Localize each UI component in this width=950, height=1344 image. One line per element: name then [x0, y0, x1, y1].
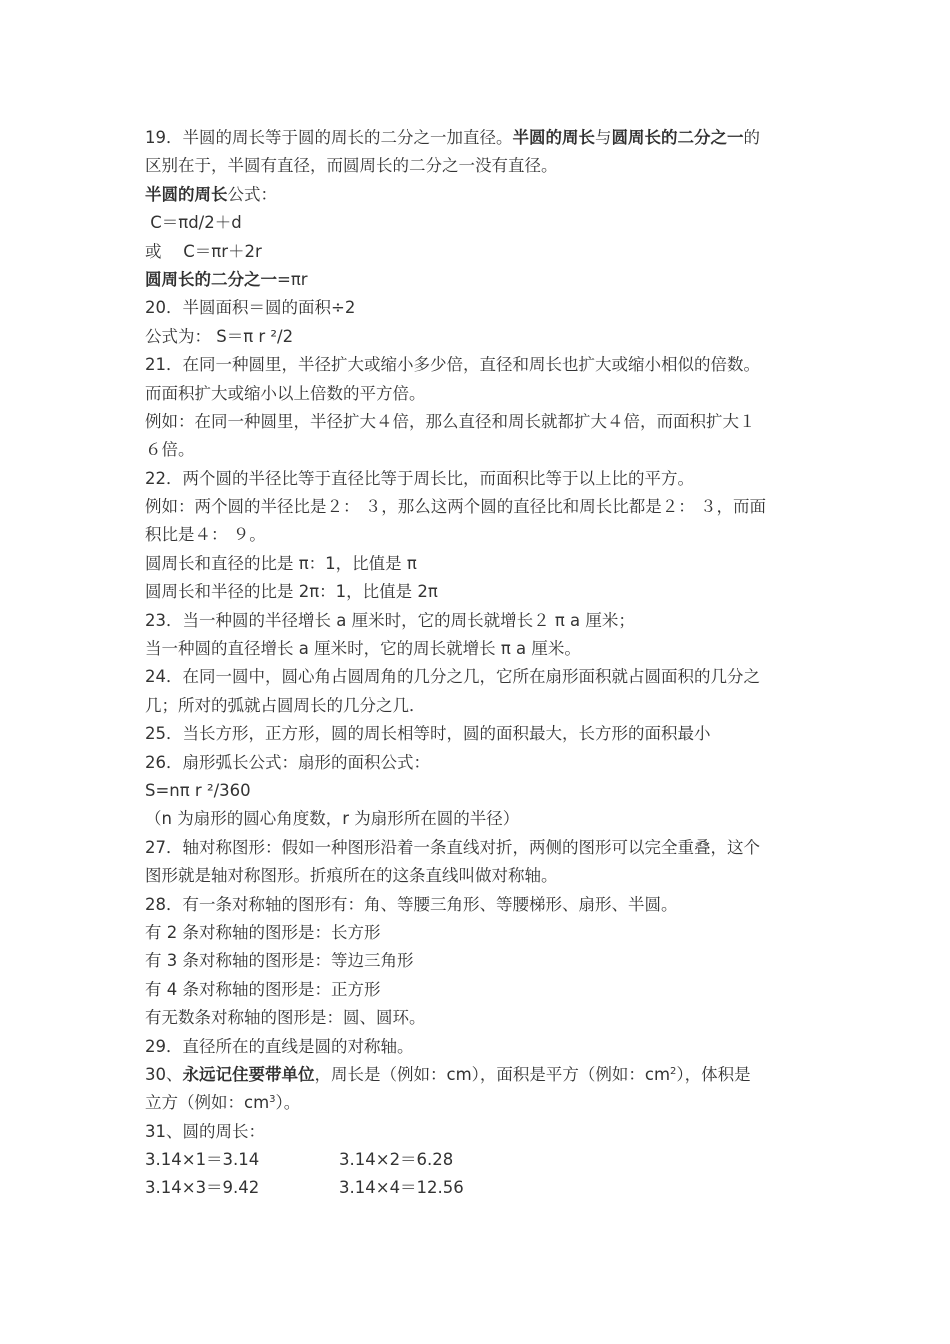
formula-line-19d: C＝πd/2＋d: [145, 213, 242, 233]
document-content: [145, 124, 815, 1203]
formula-line-26b: S=nπ r ²/360: [145, 780, 251, 800]
formula-line-20b: 公式为： S＝π r ²/2: [145, 326, 294, 346]
text-line-24b: 几；所对的弧就占圆周长的几分之几．: [145, 695, 426, 715]
bold-text: 圆周长的二分之一: [611, 128, 744, 147]
text-span: ），体积是: [676, 1064, 751, 1084]
text-span: ）。: [275, 1093, 301, 1113]
text-line-21b: 而面积扩大或缩小以上倍数的平方倍。: [145, 383, 426, 403]
text-line-21a: 21．在同一种圆里，半径扩大或缩小多少倍，直径和周长也扩大或缩小相似的倍数。: [145, 355, 760, 375]
bold-text: 半圆的周长: [145, 184, 228, 204]
text-span: ，周长是（例如：cm），面积是平方（例如：cm: [314, 1064, 671, 1084]
text-line-22b: 例如：两个圆的半径比是２： ３，那么这两个圆的直径比和周长比都是２： ３，而面: [145, 497, 766, 517]
text-line-28d: 有 4 条对称轴的图形是：正方形: [145, 979, 381, 999]
text-span: 30、: [145, 1064, 183, 1084]
text-line-19f: [145, 266, 815, 294]
calc-row-2: [145, 1174, 815, 1202]
text-line-19c: [145, 181, 815, 209]
bold-text: 半圆的周长: [512, 128, 595, 147]
text-span: 19．半圆的周长等于圆的周长的二分之一加直径。: [145, 128, 513, 147]
text-line-21d: ６倍。: [145, 440, 195, 460]
text-line-20a: 20．半圆面积＝圆的面积÷2: [145, 298, 356, 318]
text-line-24a: 24．在同一圆中，圆心角占圆周角的几分之几，它所在扇形面积就占圆面积的几分之: [145, 667, 760, 687]
text-line-31: 31、圆的周长：: [145, 1121, 265, 1141]
calc-cell: 3.14×4＝12.56: [339, 1178, 464, 1198]
text-span: 立方（例如：cm: [145, 1093, 270, 1113]
text-line-29: 29．直径所在的直线是圆的对称轴。: [145, 1036, 414, 1056]
text-span: =πr: [277, 269, 308, 289]
text-line-19a: [145, 124, 815, 152]
calc-cell: 3.14×3＝9.42: [145, 1178, 260, 1198]
text-line-23a: 23．当一种圆的半径增长 a 厘米时，它的周长就增长２ π a 厘米；: [145, 610, 635, 630]
superscript: 2: [670, 1065, 677, 1077]
text-line-22c: 积比是４： ９。: [145, 525, 266, 545]
text-line-26a: 26．扇形弧长公式：扇形的面积公式：: [145, 752, 430, 772]
text-line-25: 25．当长方形，正方形，圆的周长相等时，圆的面积最大，长方形的面积最小: [145, 724, 711, 744]
text-line-26c: （n 为扇形的圆心角度数，r 为扇形所在圆的半径）: [145, 809, 520, 829]
bold-text: 圆周长的二分之一: [145, 269, 277, 289]
superscript: 3: [269, 1094, 276, 1106]
text-span: 公式：: [227, 184, 277, 204]
text-span: 的: [743, 128, 760, 147]
text-line-19b: 区别在于，半圆有直径，而圆周长的二分之一没有直径。: [145, 156, 558, 176]
text-line-23b: 当一种圆的直径增长 a 厘米时，它的周长就增长 π a 厘米。: [145, 639, 581, 659]
text-line-27a: 27．轴对称图形：假如一种图形沿着一条直线对折，两侧的图形可以完全重叠，这个: [145, 837, 760, 857]
calc-cell: 3.14×2＝6.28: [339, 1150, 454, 1170]
text-line-22e: 圆周长和半径的比是 2π：1，比值是 2π: [145, 582, 438, 602]
text-line-28c: 有 3 条对称轴的图形是：等边三角形: [145, 951, 414, 971]
formula-line-19e: 或 C＝πr＋2r: [145, 241, 262, 261]
text-line-28e: 有无数条对称轴的图形是：圆、圆环。: [145, 1008, 426, 1028]
text-line-30a: [145, 1061, 815, 1089]
text-line-22d: 圆周长和直径的比是 π：1，比值是 π: [145, 553, 417, 573]
bold-text: 永远记住要带单位: [182, 1064, 315, 1084]
text-span: 与: [595, 128, 612, 147]
text-line-27b: 图形就是轴对称图形。折痕所在的这条直线叫做对称轴。: [145, 866, 558, 886]
text-line-21c: 例如：在同一种圆里，半径扩大４倍，那么直径和周长就都扩大４倍，而面积扩大１: [145, 411, 756, 431]
text-line-22a: 22．两个圆的半径比等于直径比等于周长比，而面积比等于以上比的平方。: [145, 468, 694, 488]
text-line-28a: 28．有一条对称轴的图形有：角、等腰三角形、等腰梯形、扇形、半圆。: [145, 894, 678, 914]
text-line-30b: [145, 1089, 815, 1117]
calc-cell: 3.14×1＝3.14: [145, 1150, 260, 1170]
calc-row-1: [145, 1146, 815, 1174]
text-line-28b: 有 2 条对称轴的图形是：长方形: [145, 922, 381, 942]
